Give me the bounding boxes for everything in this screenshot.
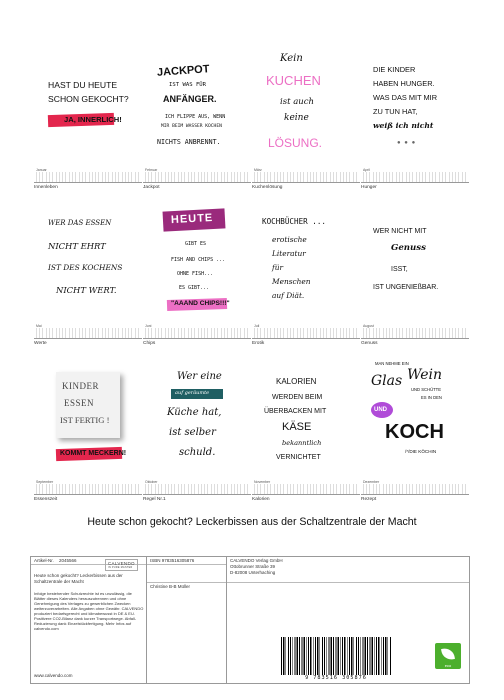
card-line: ist selber bbox=[169, 427, 216, 438]
card-line: HAST DU HEUTE bbox=[48, 80, 118, 90]
card-line: NICHTS ANBRENNT. bbox=[157, 138, 221, 146]
card-oktober bbox=[143, 352, 251, 507]
card-line: IST DES KOCHENS bbox=[48, 263, 123, 272]
card-line: JA, INNERLICH! bbox=[64, 115, 122, 124]
website-link[interactable]: www.calvendo.com bbox=[34, 673, 73, 678]
card-line: schuld. bbox=[179, 447, 216, 458]
card-line: WERDEN BEIM bbox=[272, 394, 323, 401]
card-dezember bbox=[361, 352, 469, 507]
publisher-line: CALVENDO Verlag GmbH bbox=[230, 558, 283, 563]
card-line: /*/DIE KÖCHIN bbox=[405, 449, 437, 454]
card-line: ESSEN bbox=[64, 398, 95, 408]
card-september bbox=[34, 352, 142, 507]
card-line: WER DAS ESSEN bbox=[48, 219, 112, 227]
card-line: Literatur bbox=[272, 249, 306, 258]
month-label: März bbox=[254, 168, 262, 172]
card-line: KOMMT MECKERN! bbox=[60, 450, 127, 457]
card-juli bbox=[252, 196, 360, 351]
month-label: August bbox=[363, 324, 374, 328]
card-april bbox=[361, 40, 469, 195]
card-caption: Jackpot bbox=[143, 185, 160, 190]
month-label: Januar bbox=[36, 168, 47, 172]
isbn: ISBN 9783516305876 bbox=[150, 558, 195, 563]
card-line: KÄSE bbox=[282, 421, 312, 433]
card-line: IST FERTIG ! bbox=[60, 415, 110, 425]
calendar-title: Heute schon gekocht? Leckerbissen aus der Schaltzentrale der Macht bbox=[87, 516, 417, 528]
card-line: IST UNGENIEßBAR. bbox=[373, 284, 439, 291]
month-label: Mai bbox=[36, 324, 42, 328]
card-caption: Genuss bbox=[361, 341, 378, 346]
card-caption: Rezept bbox=[361, 497, 377, 502]
card-line: keine bbox=[284, 113, 309, 123]
card-caption: Essenszeit bbox=[34, 497, 58, 502]
month-label: Februar bbox=[145, 168, 158, 172]
card-caption: Chips bbox=[143, 341, 156, 346]
card-november bbox=[252, 352, 360, 507]
card-line: ICH FLIPPE AUS, WENN bbox=[165, 114, 226, 120]
card-line: KINDER bbox=[62, 381, 99, 391]
month-label: Juli bbox=[254, 324, 260, 328]
card-line: Wein bbox=[407, 367, 443, 383]
card-line: bekanntlich bbox=[282, 439, 322, 447]
dots-decoration: ● ● ● bbox=[397, 140, 417, 146]
product-title-small: Heute schon gekocht? Leckerbissen aus der Schaltzentrale der Macht bbox=[34, 573, 123, 584]
calvendo-logo-sub: IN PURE MASTER bbox=[108, 566, 133, 569]
card-line: ZU TUN HAT, bbox=[373, 107, 418, 116]
month-label: Oktober bbox=[145, 480, 158, 484]
card-line: HABEN HUNGER. bbox=[373, 79, 435, 88]
card-caption: Innenleben bbox=[34, 185, 58, 190]
card-maerz bbox=[252, 40, 360, 195]
card-line: WER NICHT MIT bbox=[373, 228, 427, 235]
leaf-icon bbox=[441, 647, 455, 661]
calvendo-logo bbox=[105, 559, 138, 571]
author: Christine B-B Müller bbox=[150, 584, 191, 589]
card-line: Menschen bbox=[272, 277, 311, 286]
month-label: September bbox=[36, 480, 54, 484]
card-line: ist auch bbox=[280, 97, 314, 107]
footer-info-column bbox=[31, 557, 147, 683]
card-line: OHNE FISH... bbox=[177, 271, 214, 277]
card-line: auf geräumte bbox=[175, 390, 210, 396]
card-line: MAN NEHME EIN bbox=[375, 361, 409, 366]
card-line: KOCH bbox=[385, 421, 444, 443]
month-label: Juni bbox=[145, 324, 152, 328]
card-line: FISH AND CHIPS ... bbox=[171, 257, 226, 263]
publisher-line: Ottobrunner Straße 39 bbox=[230, 564, 276, 569]
article-label: Artikel-Nr. bbox=[34, 558, 54, 563]
card-line: NICHT WERT. bbox=[56, 285, 117, 295]
card-line: "AAAND CHIPS!!!" bbox=[171, 300, 230, 307]
card-caption: Hunger bbox=[361, 185, 377, 190]
card-line: auf Diät. bbox=[272, 291, 305, 300]
eco-badge bbox=[435, 643, 461, 669]
card-line: IST WAS FÜR bbox=[169, 82, 207, 88]
card-line: ES GIBT... bbox=[179, 285, 210, 291]
card-line: erotische bbox=[272, 235, 307, 244]
card-caption: Regel Nr.1 bbox=[143, 497, 166, 502]
card-januar bbox=[34, 40, 142, 195]
isbn-barcode bbox=[281, 637, 391, 675]
card-line: KOCHBÜCHER ... bbox=[262, 217, 327, 226]
card-caption: Werte bbox=[34, 341, 47, 346]
card-line: LÖSUNG. bbox=[268, 136, 323, 150]
card-line: GIBT ES bbox=[185, 241, 207, 247]
card-line: ISST, bbox=[391, 266, 408, 273]
publisher-address bbox=[227, 557, 469, 583]
card-line: NICHT EHRT bbox=[48, 241, 106, 251]
card-line: ANFÄNGER. bbox=[163, 94, 217, 104]
card-line: Glas bbox=[371, 373, 403, 389]
card-line: MIR BEIM WASSER KOCHEN bbox=[161, 124, 222, 129]
publisher-footer bbox=[30, 556, 470, 684]
card-juni bbox=[143, 196, 251, 351]
card-caption: Kuchenlösung bbox=[252, 185, 283, 190]
card-line: JACKPOT bbox=[156, 63, 210, 79]
card-line: ÜBERBACKEN MIT bbox=[264, 408, 327, 415]
card-line: KALORIEN bbox=[276, 377, 317, 386]
publisher-line: D-82008 Unterhaching bbox=[230, 570, 276, 575]
card-line: weiß ich nicht bbox=[373, 121, 434, 130]
article-number: 2045566 bbox=[59, 558, 77, 563]
card-line: WAS DAS MIT MIR bbox=[373, 93, 438, 102]
month-label: April bbox=[363, 168, 371, 172]
card-line: SCHON GEKOCHT? bbox=[48, 94, 129, 104]
card-februar bbox=[143, 40, 251, 195]
card-line: Wer eine bbox=[177, 371, 222, 382]
footer-isbn-column bbox=[147, 557, 227, 683]
card-line: für bbox=[272, 263, 284, 272]
card-mai bbox=[34, 196, 142, 351]
legal-text: Infolge bestehender Schutzrechte ist es unzulässig, die Blätter dieses Kalenders herauszutrennen und ohne Genehmigung des Verlages zu gewerblichen Zwecken weiterzuverarbeiten. Alle Angaben ohne Gewähr. CALVENDO produziert bedarfsgerecht und klimabewusst in DE & EU. Positivere CO2-Bilanz dank kurzer Transportwege. Abfall-Reduzierung dank Einzelstückfertigung. Mehr Infos auf calvendo.com bbox=[34, 591, 144, 631]
card-line: HEUTE bbox=[170, 211, 214, 227]
calvendo-logo-text: CALVENDO bbox=[108, 561, 135, 566]
month-label: November bbox=[254, 480, 271, 484]
card-caption: Erotik bbox=[252, 341, 265, 346]
month-label: Dezember bbox=[363, 480, 380, 484]
eco-label: eco bbox=[444, 663, 452, 668]
card-line: Küche hat, bbox=[167, 407, 222, 418]
card-line: VERNICHTET bbox=[276, 454, 321, 461]
card-august bbox=[361, 196, 469, 351]
card-line: KUCHEN bbox=[266, 73, 321, 88]
card-line: Kein bbox=[280, 53, 303, 64]
card-line: DIE KINDER bbox=[373, 65, 416, 74]
barcode-number: 9 783516 305876 bbox=[305, 675, 367, 681]
card-line: ES IN DEN bbox=[421, 395, 442, 400]
card-line: UND bbox=[374, 407, 387, 413]
card-line: UND SCHÜTTE bbox=[411, 387, 442, 392]
card-line: Genuss bbox=[391, 243, 426, 253]
card-caption: Kalorien bbox=[252, 497, 270, 502]
